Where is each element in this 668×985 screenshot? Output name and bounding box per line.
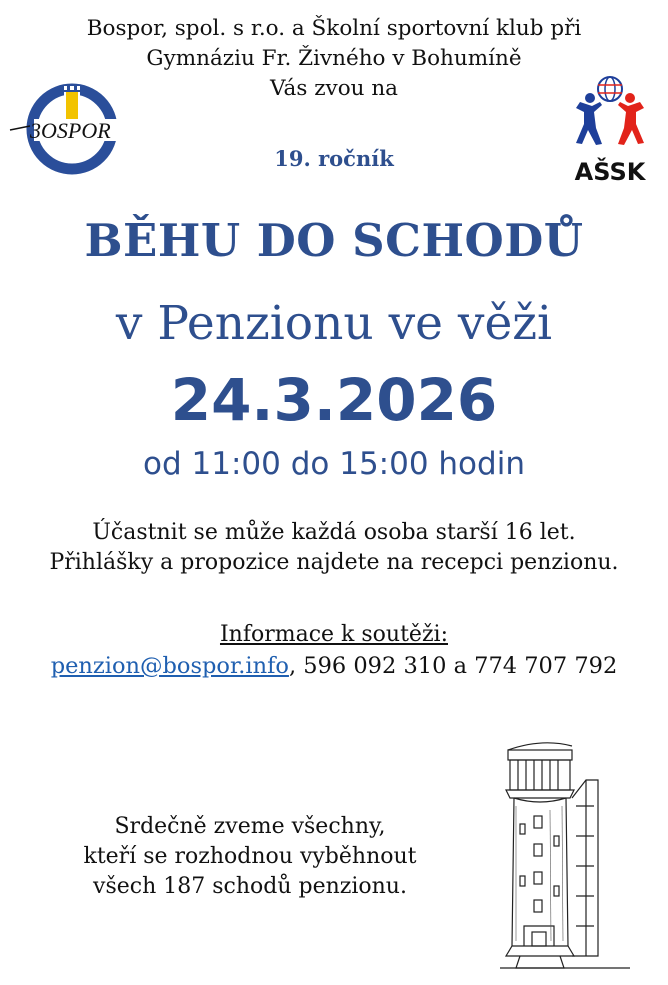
header-line-2: Gymnáziu Fr. Živného v Bohumíně [146,46,522,71]
invitation-line-3: všech 187 schodů penzionu. [93,874,407,899]
details-line-1: Účastnit se může každá osoba starší 16 let. [92,520,576,545]
contact-heading [0,620,668,650]
details-line-2: Přihlášky a propozice najdete na recepci penzionu. [49,550,619,575]
event-location: v Penzionu ve věži [115,296,553,351]
header-line-3: Vás zvou na [269,76,398,101]
contact-phones: , 596 092 310 a 774 707 792 [288,653,618,679]
header-line-1: Bospor, spol. s r.o. a Školní sportovní klub při [86,16,582,41]
invitation-line-1: Srdečně zveme všechny, [114,814,386,839]
edition-label: 19. ročník [274,146,394,171]
contact-line [0,651,668,681]
contact-heading-text: Informace k soutěži: [219,622,448,647]
details [0,518,668,578]
tower-illustration [490,736,640,976]
event-date: 24.3.2026 [170,366,498,434]
invitation-line-2: kteří se rozhodnou vyběhnout [83,844,417,869]
invitation [20,812,480,902]
event-time: od 11:00 do 15:00 hodin [143,446,525,482]
assk-logo-text: AŠSK [574,158,646,186]
bospor-logo-text: 3OSPOR [30,118,111,143]
event-title: BĚHU DO SCHODŮ [84,214,584,267]
contact-email-link[interactable]: penzion@bospor.info [50,653,289,679]
